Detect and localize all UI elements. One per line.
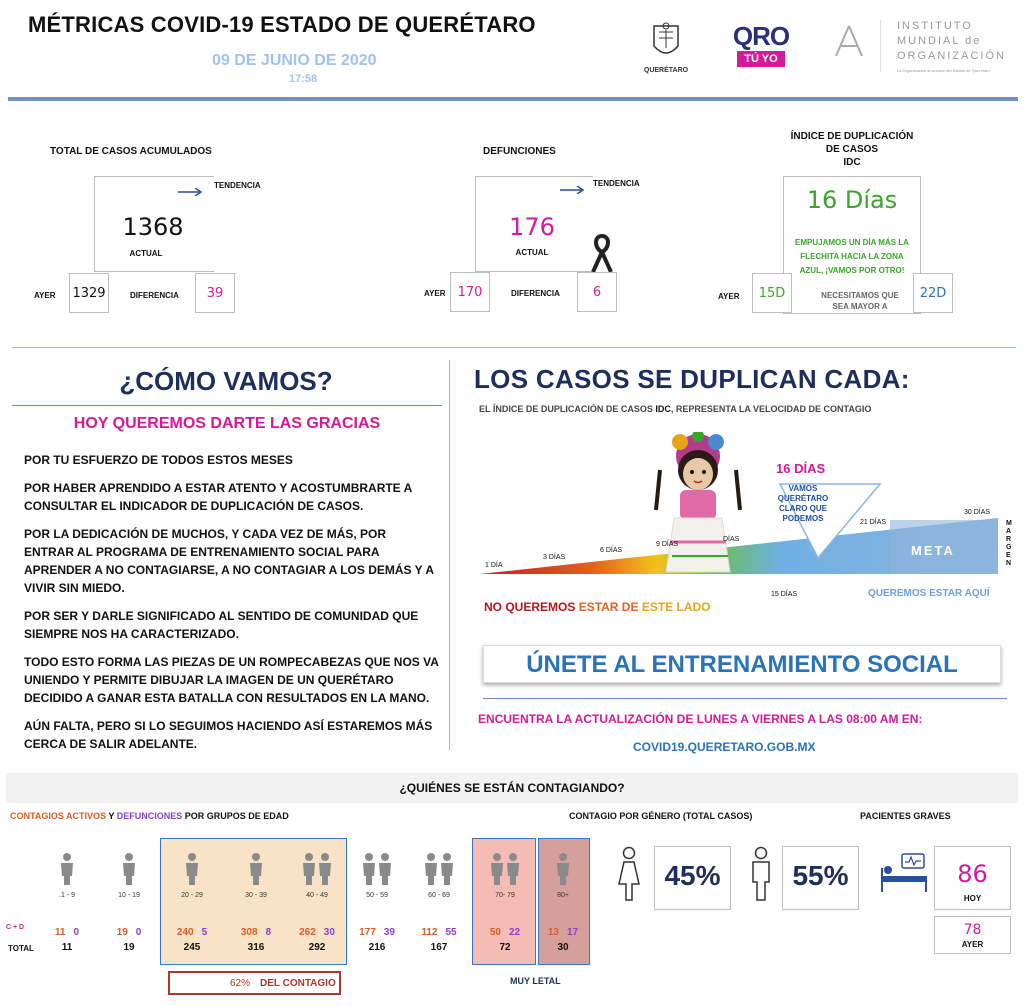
deaths-title: DEFUNCIONES [483, 146, 556, 157]
graves-ayer-value: 78 [963, 922, 982, 938]
age-group-column [287, 852, 347, 899]
groups-title-b: Y [106, 811, 117, 821]
female-icon [616, 846, 642, 907]
age-group-defunciones: 39 [383, 927, 395, 938]
age-group-column [409, 852, 469, 899]
age-group-total: 72 [499, 942, 511, 953]
deaths-ayer-value: 170 [457, 285, 483, 300]
age-group-contagios: 240 [176, 927, 194, 938]
age-group-defunciones: 22 [509, 927, 521, 938]
total-actual-label: ACTUAL [129, 249, 163, 258]
age-group-column [99, 852, 159, 899]
seal-icon [649, 22, 683, 62]
deaths-diferencia-label: DIFERENCIA [511, 289, 560, 298]
gracias-list [24, 451, 439, 753]
instituto-a-icon [832, 22, 866, 62]
instituto-logo [832, 20, 1012, 80]
header-rule [8, 97, 1018, 101]
age-group-cd-values [37, 922, 97, 940]
age-group-cd-values [409, 922, 469, 940]
como-vamos-rule [12, 405, 442, 406]
idc-meta-value: 22D [919, 286, 947, 301]
scale-meta-label: META [911, 543, 955, 558]
scale-label-1: 1 DÍA [485, 562, 503, 569]
age-group-contagios: 50 [489, 927, 501, 938]
instituto-tagline: La Organización al servicio del Estado de Querétaro [897, 68, 990, 73]
age-group-cd-values [533, 922, 593, 940]
scale-label-15: 15 DÍAS [771, 591, 798, 598]
person-icon [533, 852, 593, 888]
idc-value: 16 Días [806, 186, 898, 214]
gracias-paragraph: POR TU ESFUERZO DE TODOS ESTOS MESES [24, 453, 293, 467]
queremos-aqui-text: QUEREMOS ESTAR AQUÍ [868, 588, 990, 599]
scale-label-6: 6 DÍAS [600, 547, 623, 554]
total-title: TOTAL DE CASOS ACUMULADOS [50, 146, 212, 157]
age-range-label: 30 - 39 [245, 892, 267, 899]
current-days-label: 16 DÍAS [776, 461, 826, 476]
total-trend-arrow-icon [178, 183, 204, 201]
age-group-total: 245 [183, 942, 201, 953]
age-group-total: 292 [308, 942, 326, 953]
gracias-paragraph: POR SER Y DARLE SIGNIFICADO AL SENTIDO DE COMUNIDAD QUE SIEMPRE NOS HA CARACTERIZADO. [24, 609, 419, 641]
section-divider-1 [12, 347, 1016, 348]
como-vamos-title: ¿CÓMO VAMOS? [119, 366, 333, 396]
update-text: ENCUENTRA LA ACTUALIZACIÓN DE LUNES A VIERNES A LAS 08:00 AM EN: [478, 712, 923, 726]
vertical-divider [449, 360, 450, 750]
age-group-defunciones: 30 [323, 927, 335, 938]
duplican-subtitle-idc: IDC [655, 404, 671, 414]
age-group-cd-values [347, 922, 407, 940]
idc-ayer-label: AYER [718, 292, 740, 301]
genero-title: CONTAGIO POR GÉNERO (TOTAL CASOS) [569, 811, 753, 821]
age-group-cd-values [226, 922, 286, 940]
age-group-total: 167 [430, 942, 448, 953]
deaths-trend-arrow-icon [560, 181, 586, 199]
groups-title [10, 811, 289, 821]
gracias-paragraph: POR HABER APRENDIDO A ESTAR ATENTO Y ACOSTUMBRARTE A CONSULTAR EL INDICADOR DE DUPLICACIÓN DE CASOS. [24, 481, 412, 513]
doll-illustration [652, 432, 748, 578]
age-group-column [533, 852, 593, 899]
deaths-diferencia-value: 6 [592, 285, 602, 300]
age-range-label: 70- 79 [495, 892, 515, 899]
qro-logo-sub: TÚ YO [737, 51, 785, 67]
muy-letal-label: MUY LETAL [510, 976, 561, 986]
age-group-cd-values [287, 922, 347, 940]
contagio-62-box [168, 971, 341, 995]
age-group-defunciones: 0 [73, 927, 80, 938]
scale-label-3: 3 DÍAS [543, 554, 566, 561]
graves-hoy-value: 86 [957, 860, 988, 888]
groups-title-c: DEFUNCIONES [116, 811, 183, 821]
scale-label-12: DÍAS [723, 536, 740, 543]
age-group-total: 19 [123, 942, 135, 953]
total-diferencia-value: 39 [206, 286, 224, 301]
age-group-contagios: 177 [359, 927, 376, 938]
scale-margen-label: MARGEN [1006, 520, 1012, 567]
gracias-paragraph: POR LA DEDICACIÓN DE MUCHOS, Y CADA VEZ DE MÁS, POR ENTRAR AL PROGRAMA DE ENTRENAMIENTO SOCIAL PARA APRENDER A NO CONTAGIARSE, A NO CONTAGIAR A LOS DEMÁS Y A VIVIR SIN MIEDO. [24, 527, 434, 595]
seal-caption: QUERÉTARO [643, 67, 689, 74]
person-icon [37, 852, 97, 888]
graves-title: PACIENTES GRAVES [860, 811, 951, 821]
gracias-paragraph: TODO ESTO FORMA LAS PIEZAS DE UN ROMPECABEZAS QUE NOS VA UNIENDO Y PERMITE DIBUJAR LA IMAGEN DE UN QUERÉTARO DECIDIDO A GANAR ESTA BATALLA CON RESULTADOS EN LA MANO. [24, 655, 439, 705]
age-range-label: 40 - 49 [306, 892, 328, 899]
groups-title-a: CONTAGIOS ACTIVOS [10, 811, 107, 821]
idc-speed-scale [478, 430, 1018, 605]
page-title: MÉTRICAS COVID-19 ESTADO DE QUERÉTARO [28, 12, 536, 37]
report-date: 09 DE JUNIO DE 2020 [212, 52, 377, 69]
cd-row-label: C + D [6, 924, 25, 931]
url-link[interactable]: COVID19.QUERETARO.GOB.MX [633, 740, 816, 754]
age-group-contagios: 13 [547, 927, 559, 938]
total-actual-value: 1368 [122, 213, 184, 241]
age-group-total: 216 [368, 942, 386, 953]
age-group-cd-values [162, 922, 222, 940]
age-group-defunciones: 0 [135, 927, 142, 938]
age-group-contagios: 112 [421, 927, 438, 938]
age-group-contagios: 11 [54, 927, 66, 938]
contagio-62-text: DEL CONTAGIO [260, 978, 336, 989]
person-icon [226, 852, 286, 888]
age-range-label: .1 - 9 [59, 892, 75, 899]
no-queremos-text [484, 600, 710, 614]
age-group-contagios: 308 [240, 927, 258, 938]
duplican-subtitle-a: EL ÍNDICE DE DUPLICACIÓN DE CASOS [479, 404, 656, 414]
person-icon [475, 852, 535, 888]
scale-label-21: 21 DÍAS [860, 519, 887, 526]
age-group-contagios: 19 [116, 927, 128, 938]
idc-title-line3: IDC [843, 157, 861, 168]
age-group-column [347, 852, 407, 899]
idc-message: EMPUJAMOS UN DÍA MÁS LA FLECHITA HACIA LA ZONA AZUL, ¡VAMOS POR OTRO! [795, 238, 909, 275]
age-group-column [37, 852, 97, 899]
qro-logo-main: QRO [732, 21, 790, 51]
male-pct-value: 55% [792, 860, 849, 891]
age-group-defunciones: 17 [567, 927, 579, 938]
age-group-total: 30 [557, 942, 569, 953]
age-range-label: 50 - 59 [366, 892, 388, 899]
instituto-line1: INSTITUTO [897, 20, 973, 32]
idc-title-line2: DE CASOS [825, 144, 879, 155]
female-pct-value: 45% [664, 860, 721, 891]
instituto-line2: MUNDIAL de [897, 35, 982, 47]
person-icon [162, 852, 222, 888]
graves-ayer-label: AYER [961, 940, 984, 949]
groups-title-d: POR GRUPOS DE EDAD [182, 811, 289, 821]
male-icon [748, 846, 774, 907]
age-range-label: 80+ [557, 892, 569, 899]
scale-label-9: 9 DÍAS [656, 541, 679, 548]
no-queremos-c: ESTE LADO [641, 600, 711, 614]
age-range-label: 60 - 69 [428, 892, 450, 899]
cta-rule [483, 698, 1007, 699]
cta-text: ÚNETE AL ENTRENAMIENTO SOCIAL [526, 651, 958, 678]
graves-hoy-label: HOY [963, 894, 982, 903]
age-group-column [162, 852, 222, 899]
person-icon [99, 852, 159, 888]
age-group-defunciones: 55 [445, 927, 457, 938]
age-group-total: 316 [247, 942, 265, 953]
age-group-defunciones: 8 [265, 927, 272, 938]
instituto-line3: ORGANIZACIÓN [897, 50, 1006, 62]
age-group-contagios: 262 [299, 927, 316, 938]
contagio-62-pct: 62% [230, 978, 251, 989]
como-vamos-subtitle: HOY QUEREMOS DARTE LAS GRACIAS [73, 415, 381, 432]
age-group-cd-values [475, 922, 535, 940]
age-range-label: 20 - 29 [181, 892, 203, 899]
total-ayer-label: AYER [34, 291, 56, 300]
age-group-column [226, 852, 286, 899]
age-range-label: 10 - 19 [118, 892, 140, 899]
no-queremos-b: ESTAR DE [578, 600, 642, 614]
state-seal-logo [640, 22, 692, 82]
total-tendencia-label: TENDENCIA [214, 181, 261, 190]
idc-ayer-value: 15D [758, 286, 786, 301]
total-diferencia-label: DIFERENCIA [130, 291, 179, 300]
age-group-total: 11 [61, 942, 73, 953]
quienes-title: ¿QUIÉNES SE ESTÁN CONTAGIANDO? [399, 781, 625, 795]
age-group-column [475, 852, 535, 899]
duplican-subtitle [479, 404, 871, 414]
qro-logo [721, 22, 801, 74]
scale-label-30: 30 DÍAS [964, 509, 991, 516]
deaths-actual-label: ACTUAL [515, 248, 549, 257]
no-queremos-a: NO QUEREMOS [484, 600, 579, 614]
current-days-callout: VAMOS QUERÉTARO CLARO QUE PODEMOS [777, 484, 829, 523]
person-icon [347, 852, 407, 888]
hospital-bed-icon [878, 852, 930, 899]
age-group-defunciones: 5 [201, 927, 208, 938]
person-icon [287, 852, 347, 888]
idc-necesitamos: NECESITAMOS QUE SEA MAYOR A [821, 291, 899, 311]
gracias-paragraph: AÚN FALTA, PERO SI LO SEGUIMOS HACIENDO ASÍ ESTAREMOS MÁS CERCA DE SALIR ADELANTE. [24, 719, 433, 751]
duplican-subtitle-c: , REPRESENTA LA VELOCIDAD DE CONTAGIO [670, 404, 872, 414]
deaths-actual-value: 176 [509, 213, 555, 241]
idc-title-line1: ÍNDICE DE DUPLICACIÓN [790, 131, 914, 142]
total-ayer-value: 1329 [72, 286, 106, 301]
report-time: 17:58 [289, 73, 318, 85]
total-row-label: TOTAL [8, 944, 34, 953]
deaths-ayer-label: AYER [424, 289, 446, 298]
duplican-title: LOS CASOS SE DUPLICAN CADA: [474, 364, 910, 394]
person-icon [409, 852, 469, 888]
cta-banner[interactable] [483, 645, 1001, 683]
deaths-tendencia-label: TENDENCIA [593, 179, 640, 188]
age-group-cd-values [99, 922, 159, 940]
